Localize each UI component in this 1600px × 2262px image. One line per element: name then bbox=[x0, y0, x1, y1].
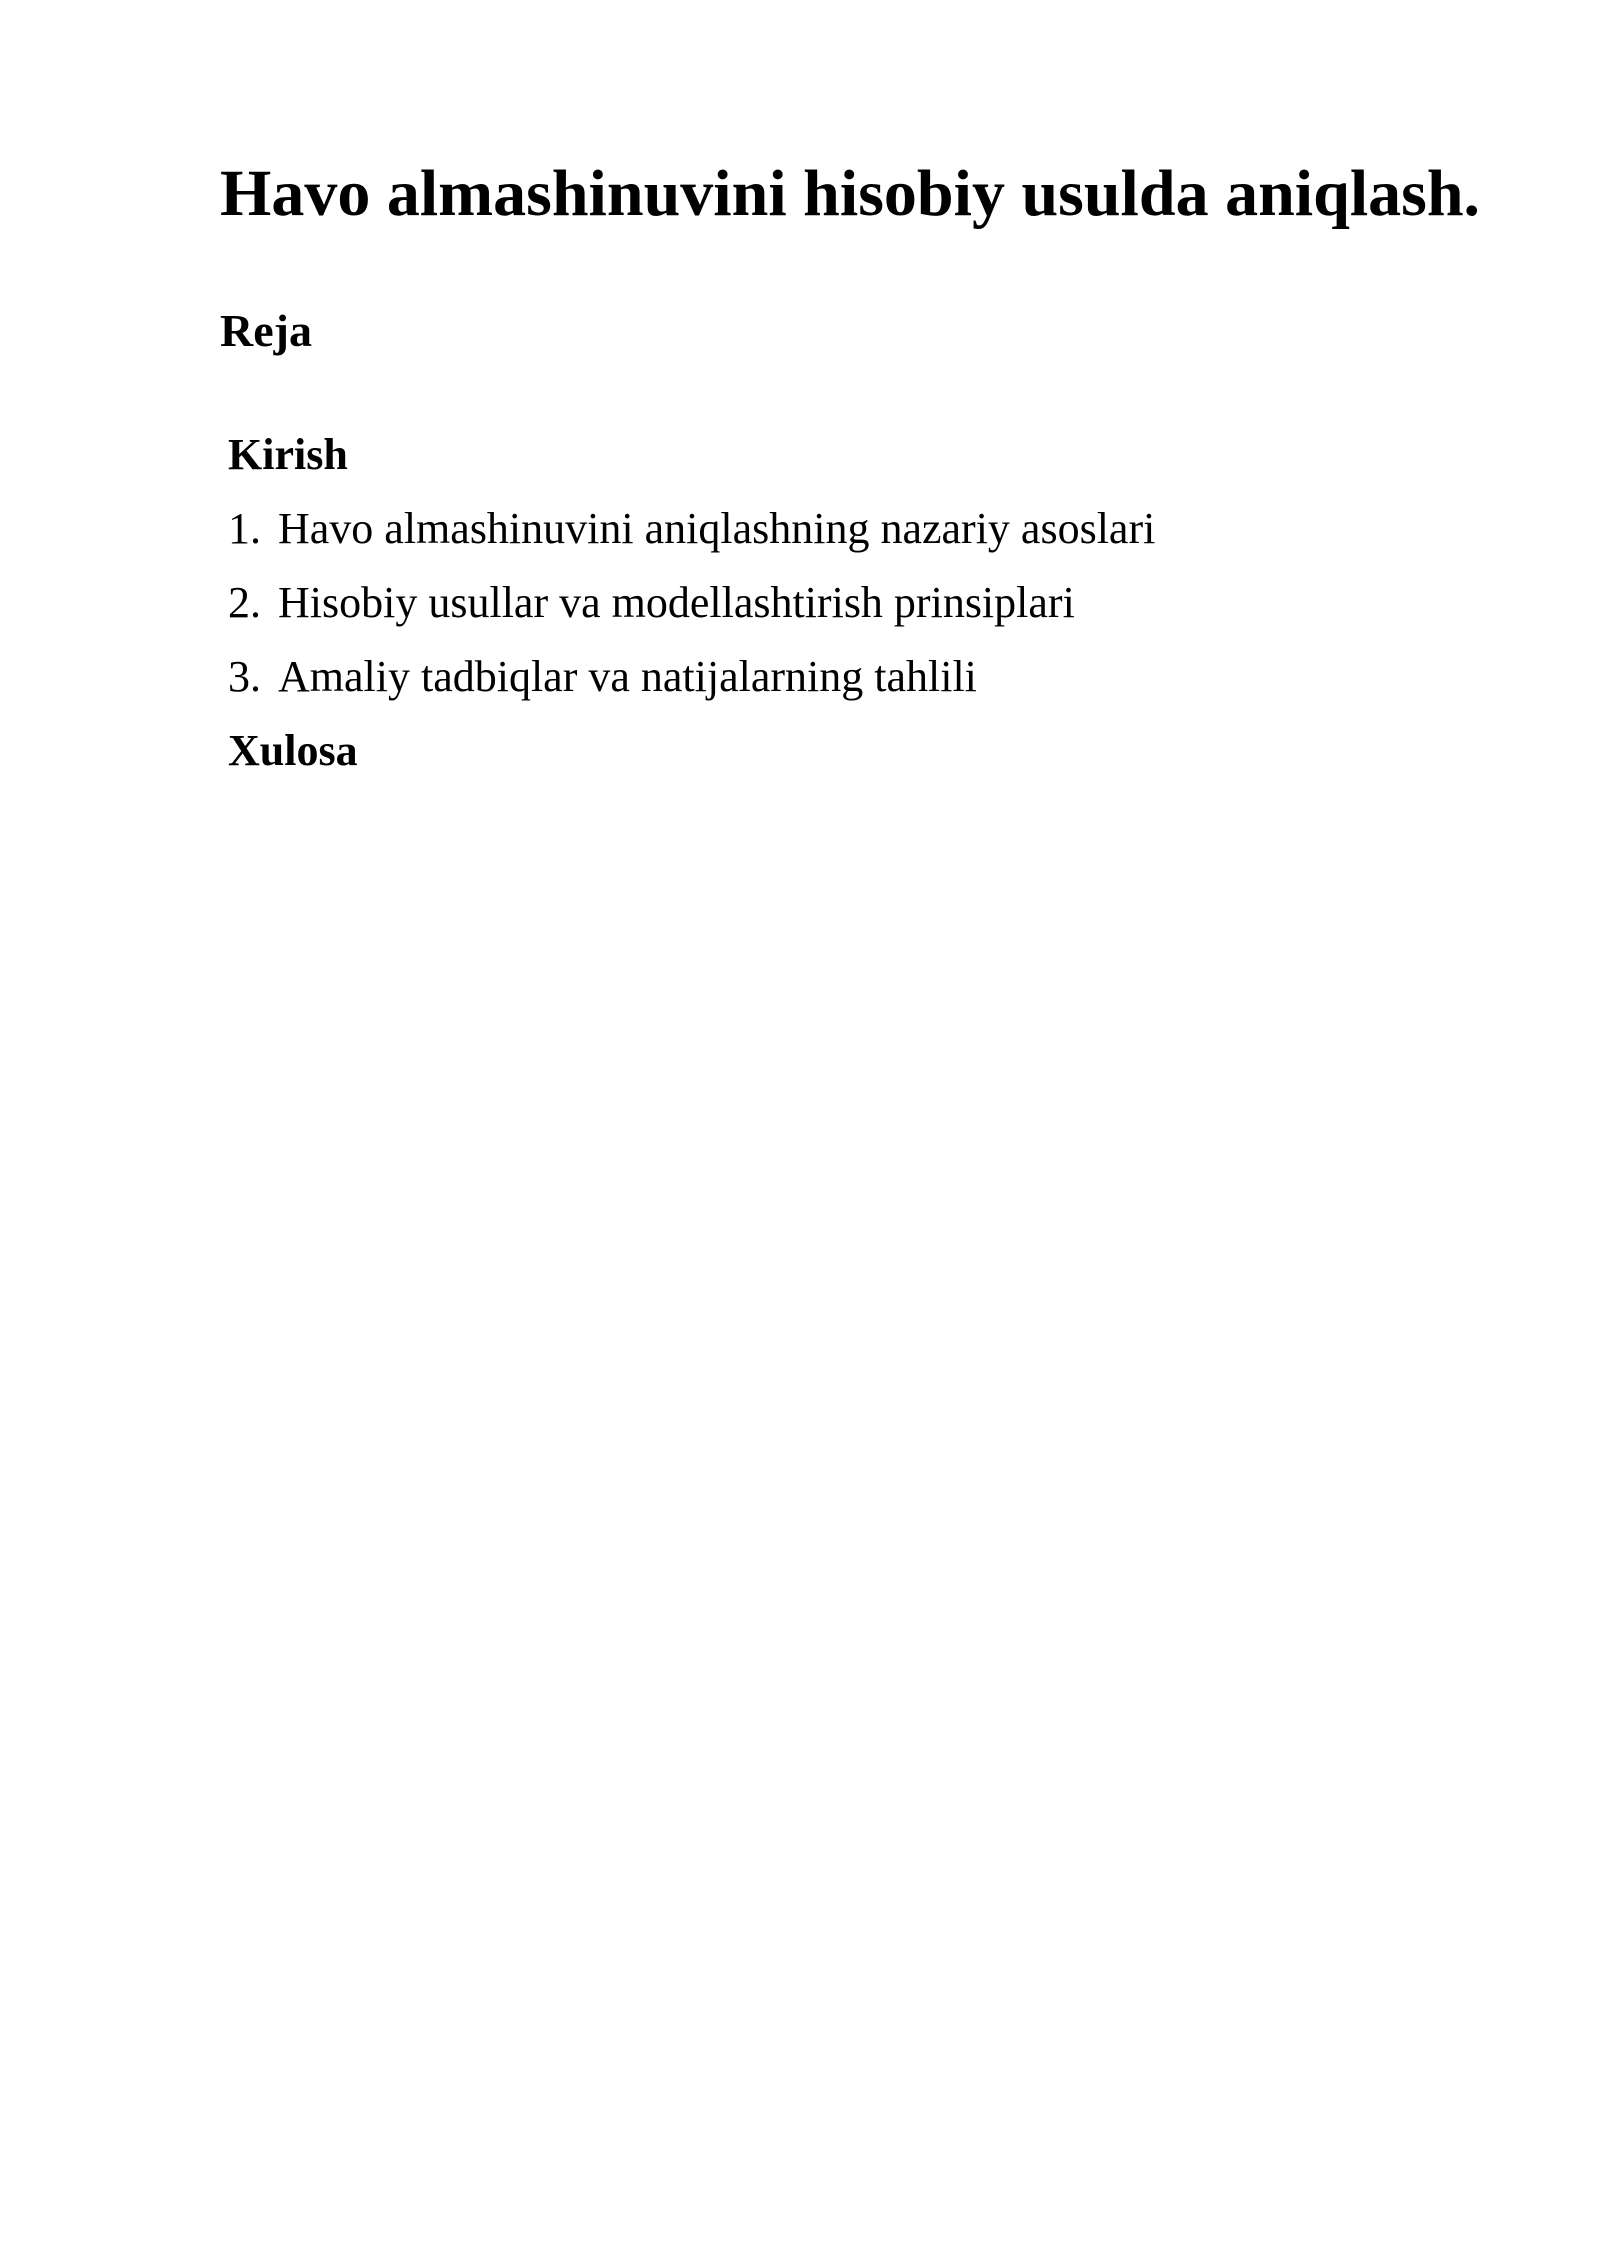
plan-item bbox=[228, 566, 1155, 640]
plan-item-number: 3. bbox=[228, 652, 261, 701]
plan-item-number: 1. bbox=[228, 504, 261, 553]
plan-item-text: Havo almashinuvini aniqlashning nazariy asoslari bbox=[278, 504, 1156, 553]
plan-item bbox=[228, 492, 1155, 566]
plan-item-text: Hisobiy usullar va modellashtirish prinsiplari bbox=[278, 578, 1075, 627]
document-title: Havo almashinuvini hisobiy usulda aniqlash. bbox=[220, 157, 1481, 230]
plan-item-text: Amaliy tadbiqlar va natijalarning tahlili bbox=[278, 652, 977, 701]
plan-item-conclusion: Xulosa bbox=[228, 726, 358, 775]
plan-heading: Reja bbox=[220, 305, 312, 356]
plan-item bbox=[228, 640, 1155, 714]
plan-list bbox=[228, 418, 1155, 788]
plan-item-intro: Kirish bbox=[228, 430, 348, 479]
plan-item-number: 2. bbox=[228, 578, 261, 627]
